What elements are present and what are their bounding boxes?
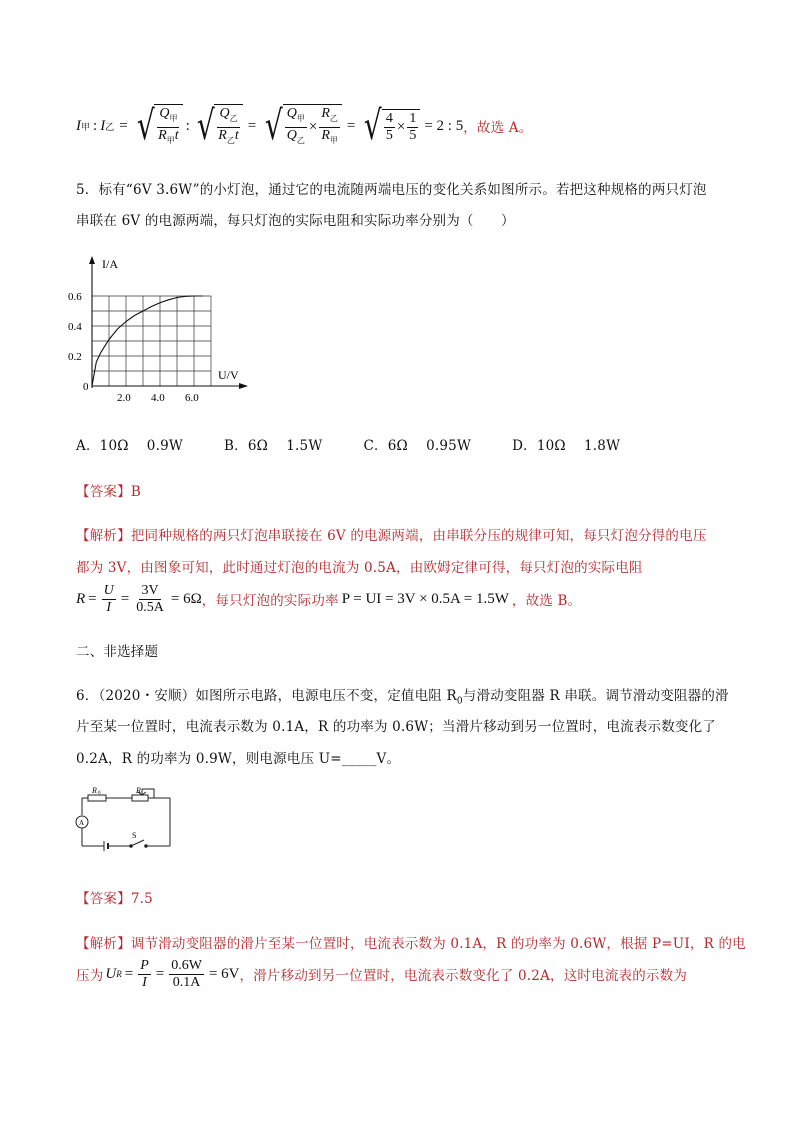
symbol-I: I: [100, 117, 106, 134]
frac-num: P: [140, 957, 149, 973]
symbol-I: I: [76, 117, 81, 134]
q5-text-line1: 5．标有“6V 3.6W”的小灯泡，通过它的电流随两端电压的变化关系如图所示。若把这种规格的两只灯泡: [76, 182, 707, 198]
q5-analysis-equation: R = $\frac{U}{I}$ = $\frac{3V}{0.5A}$ = 6Ω ，每只灯泡的实际功率 P = UI = 3V × 0.5A = 1.5W ，故选 B。: [76, 582, 582, 615]
subscript: 乙: [229, 113, 238, 123]
equals-sign: =: [247, 117, 257, 134]
q6-text: 6．（2020・安顺）如图所示电路，电源电压不变，定值电阻 R: [76, 688, 457, 704]
switch-blade: [131, 840, 144, 846]
subscript: 甲: [296, 113, 305, 123]
equals-sign: =: [346, 117, 356, 134]
label-r0-sub: 0: [98, 791, 101, 796]
frac-num: U: [103, 582, 114, 598]
x-tick-label: 6.0: [185, 392, 199, 404]
subscript: 甲: [166, 135, 175, 145]
q5-answer: [76, 480, 141, 500]
frac-den: Q: [286, 127, 297, 143]
label-r: R: [136, 786, 141, 795]
q5-options: A．10Ω 0.9W B．6Ω 1.5W C．6Ω 0.95W D．10Ω 1.8W: [76, 438, 621, 454]
subscript: 乙: [105, 121, 115, 132]
analysis-tag: 【解析】: [76, 936, 131, 952]
analysis-conclusion: ，故选 B。: [511, 593, 582, 609]
rheostat-r: [132, 795, 148, 801]
frac-num: 0.6W: [171, 957, 202, 973]
times-sign: ×: [396, 118, 406, 135]
frac-num: 4: [385, 110, 393, 126]
subscript: 乙: [329, 113, 338, 123]
q6-text-line1: [76, 684, 729, 707]
equation-result: = 6V: [208, 965, 240, 982]
subscript: 乙: [296, 135, 305, 145]
symbol-t: t: [234, 127, 239, 143]
frac-num: 3V: [141, 582, 159, 598]
ratio-sign: :: [93, 117, 98, 134]
frac-num: Q: [286, 105, 297, 121]
answer-blank: _____: [341, 751, 377, 767]
frac-den: I: [142, 974, 147, 990]
section-heading: 二、非选择题: [76, 644, 159, 660]
q6-text-line2: 片至某一位置时，电流表示数为 0.1A，R 的功率为 0.6W；当滑片移动到另一位置时，电流表示数变化了: [76, 719, 717, 735]
formula-result: = 2 : 5: [424, 117, 464, 134]
symbol-t: t: [174, 127, 179, 143]
subscript: 甲: [81, 121, 91, 132]
frac-den: 0.5A: [136, 599, 164, 615]
current-voltage-chart: [64, 248, 264, 418]
label-switch: S: [132, 831, 137, 840]
frac-den: R: [218, 127, 227, 143]
subscript: 0: [456, 696, 463, 707]
x-axis-label: U/V: [218, 368, 239, 382]
equals-sign: =: [119, 117, 128, 134]
formula-current-ratio: [76, 102, 532, 150]
q5-text-line2: 串联在 6V 的电源两端，每只灯泡的实际电阻和实际功率分别为（ ）: [76, 213, 515, 229]
sqrt-1: √ $\frac{Q_甲}{R_甲t}$: [133, 104, 183, 149]
ratio-sign: :: [185, 117, 190, 134]
subscript: 乙: [226, 135, 235, 145]
frac-den: 0.1A: [172, 974, 201, 990]
answer-value: B: [130, 484, 141, 500]
frac-num: Q: [159, 105, 170, 121]
q6-analysis-line2: 压为 U R = $\frac{P}{I}$ = $\frac{0.6W}{0.1A}$ = 6V ，滑片移动到另一位置时，电流表示数变化了 0.2A，这时电流表的示数为: [76, 957, 688, 990]
subscript: R: [116, 969, 122, 979]
q6-answer: [76, 887, 153, 907]
frac-den: R: [158, 127, 167, 143]
power-equation: P = UI = 3V × 0.5A = 1.5W: [341, 590, 509, 607]
frac-den: 5: [385, 127, 393, 143]
answer-value: 7.5: [130, 891, 153, 907]
origin-label: 0: [83, 381, 89, 393]
frac-den: I: [106, 599, 112, 615]
frac-num: Q: [219, 105, 230, 121]
q6-text: 与滑动变阻器 R 串联。调节滑动变阻器的滑: [462, 688, 729, 704]
q5-analysis-line1: [76, 524, 707, 544]
resistor-r0: [88, 795, 106, 801]
label-r0: R: [92, 786, 97, 795]
frac-num: 1: [409, 110, 417, 126]
y-tick-label: 0.6: [68, 291, 82, 303]
q6-text: 0.2A，R 的功率为 0.9W，则电源电压 U=: [76, 751, 342, 767]
times-sign: ×: [308, 118, 318, 135]
symbol-R: R: [76, 590, 86, 607]
answer-tag: 【答案】: [76, 891, 131, 907]
analysis-tag: 【解析】: [76, 528, 131, 544]
subscript: 甲: [169, 113, 178, 123]
analysis-text: 调节滑动变阻器的滑片至某一位置时，电流表示数为 0.1A，R 的功率为 0.6W，根据 P=UI，R 的电: [130, 936, 746, 952]
q6-text-line3: [76, 747, 400, 767]
subscript: 甲: [329, 135, 338, 145]
analysis-text: 压为: [76, 968, 104, 984]
y-tick-label: 0.4: [68, 321, 82, 333]
q5-analysis-line2: 都为 3V，由图象可知，此时通过灯泡的电流为 0.5A，由欧姆定律可得，每只灯泡的实际电阻: [76, 560, 643, 576]
x-axis-arrow: [239, 383, 248, 389]
q6-analysis-line1: [76, 932, 746, 952]
sqrt-4: √ $\frac{4}{5}$ × $\frac{1}{5}$: [360, 106, 420, 146]
sqrt-3: √ $\frac{Q_甲}{Q_乙}$ × $\frac{R_乙}{R_甲}$: [261, 104, 342, 149]
y-axis-label: I/A: [102, 257, 118, 271]
circuit-diagram: [68, 786, 178, 856]
frac-den: R: [321, 127, 330, 143]
x-tick-label: 2.0: [117, 392, 131, 404]
q6-text: V。: [376, 751, 401, 767]
analysis-text: 把同种规格的两只灯泡串联接在 6V 的电源两端，由串联分压的规律可知，每只灯泡分得的电压: [130, 528, 707, 544]
answer-tag: 【答案】: [76, 484, 131, 500]
y-axis-arrow: [89, 256, 95, 264]
x-tick-label: 4.0: [151, 392, 165, 404]
sqrt-2: √ $\frac{Q_乙}{R_乙t}$: [193, 104, 243, 149]
y-tick-label: 0.2: [68, 351, 82, 363]
analysis-text: ，每只灯泡的实际功率: [201, 593, 339, 609]
label-ammeter: A: [79, 819, 85, 827]
analysis-text: ，滑片移动到另一位置时，电流表示数变化了 0.2A，这时电流表的示数为: [239, 968, 688, 984]
symbol-U: U: [105, 965, 117, 982]
equation-result: = 6Ω: [170, 590, 202, 607]
frac-num: R: [321, 105, 330, 121]
formula-conclusion: ，故选 A。: [463, 120, 533, 136]
frac-den: 5: [409, 127, 417, 143]
